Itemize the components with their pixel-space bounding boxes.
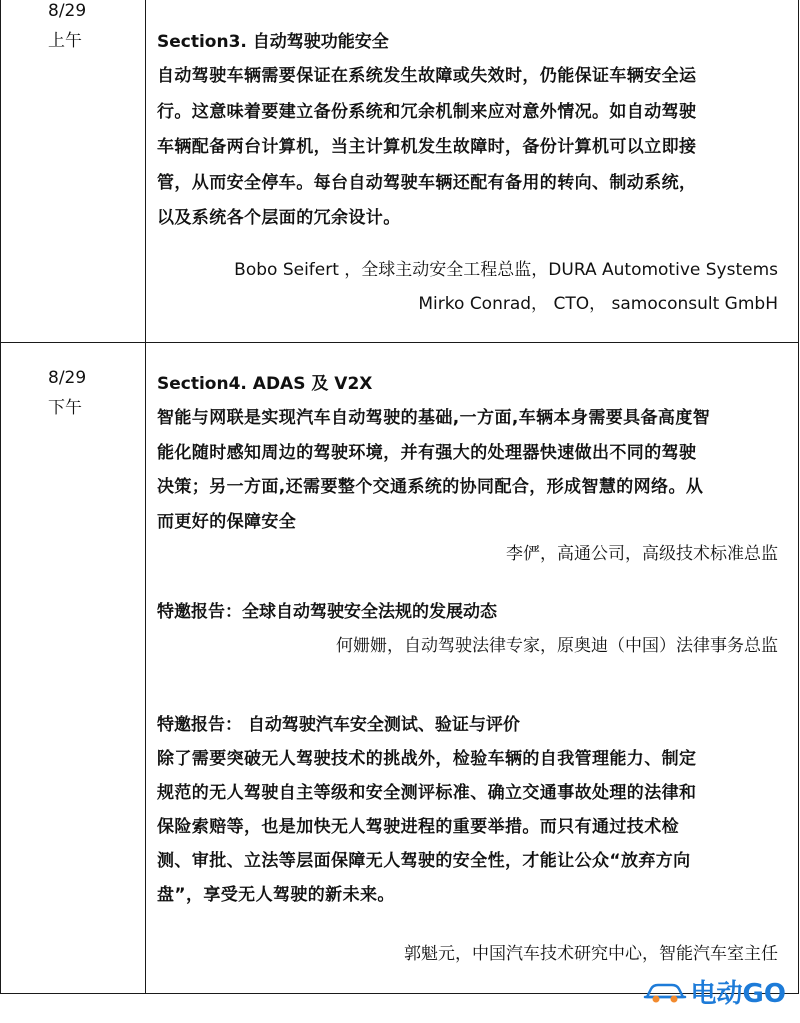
table-row-divider [0, 342, 799, 343]
paragraph-line: 除了需要突破无人驾驶技术的挑战外，检验车辆的自我管理能力、制定 [157, 749, 697, 769]
invited-report-2-paragraph [157, 742, 787, 912]
row1-date-cell [48, 0, 86, 56]
paragraph-line: 管，从而安全停车。每台自动驾驶车辆还配有备用的转向、制动系统， [157, 172, 697, 193]
invited-report-2-speaker: 郭魁元，中国汽车技术研究中心，智能汽车室主任 [404, 944, 778, 964]
paragraph-line: 而更好的保障安全 [157, 511, 297, 532]
paragraph-line: 盘”，享受无人驾驶的新未来。 [157, 885, 395, 905]
paragraph-line: 智能与网联是实现汽车自动驾驶的基础,一方面,车辆本身需要具备高度智 [157, 408, 711, 428]
row2-paragraph [157, 401, 787, 539]
invited-report-2 [157, 708, 787, 912]
row1-paragraph [157, 59, 787, 237]
table-border-left [0, 0, 1, 994]
row2-section-title: Section4. ADAS 及 V2X [157, 374, 373, 394]
paragraph-line: 决策；另一方面,还需要整个交通系统的协同配合，形成智慧的网络。从 [157, 477, 704, 497]
table-border-right [798, 0, 799, 994]
row1-date: 8/29 [48, 1, 87, 21]
row1-speakers [157, 253, 778, 321]
invited-report-2-title: 特邀报告： 自动驾驶汽车安全测试、验证与评价 [157, 715, 520, 735]
row1-period: 上午 [48, 31, 82, 51]
paragraph-line: 规范的无人驾驶自主等级和安全测评标准、确立交通事故处理的法律和 [157, 783, 697, 803]
paragraph-line: 自动驾驶车辆需要保证在系统发生故障或失效时，仍能保证车辆安全运 [157, 66, 697, 86]
table-column-divider [145, 0, 146, 994]
row2-period: 下午 [48, 398, 82, 418]
row2-date-cell [48, 363, 86, 423]
row1-content [157, 25, 787, 237]
paragraph-line: 测、审批、立法等层面保障无人驾驶的安全性，才能让公众“放弃方向 [157, 851, 691, 871]
paragraph-line: 车辆配备两台计算机，当主计算机发生故障时，备份计算机可以立即接 [157, 137, 697, 157]
speaker-line: Bobo Seifert ，全球主动安全工程总监，DURA Automotive Systems [234, 260, 778, 280]
row2-date: 8/29 [48, 368, 87, 388]
speaker-line: Mirko Conrad， CTO， samoconsult GmbH [418, 294, 778, 314]
paragraph-line: 保险索赔等，也是加快无人驾驶进程的重要举措。而只有通过技术检 [157, 817, 679, 837]
paragraph-line: 以及系统各个层面的冗余设计。 [157, 208, 401, 228]
row1-section-title: Section3. 自动驾驶功能安全 [157, 32, 389, 52]
row2-speaker: 李俨，高通公司，高级技术标准总监 [506, 544, 778, 564]
car-icon [643, 979, 687, 1009]
paragraph-line: 行。这意味着要建立备份系统和冗余机制来应对意外情况。如自动驾驶 [157, 101, 697, 122]
invited-report-1-title: 特邀报告：全球自动驾驶安全法规的发展动态 [157, 602, 497, 622]
watermark-logo [643, 979, 786, 1009]
paragraph-line: 能化随时感知周边的驾驶环境，并有强大的处理器快速做出不同的驾驶 [157, 442, 697, 463]
row2-content [157, 367, 787, 539]
watermark-text: 电动GO [690, 979, 786, 1009]
invited-report-1-speaker: 何姗姗，自动驾驶法律专家，原奥迪（中国）法律事务总监 [336, 636, 778, 656]
